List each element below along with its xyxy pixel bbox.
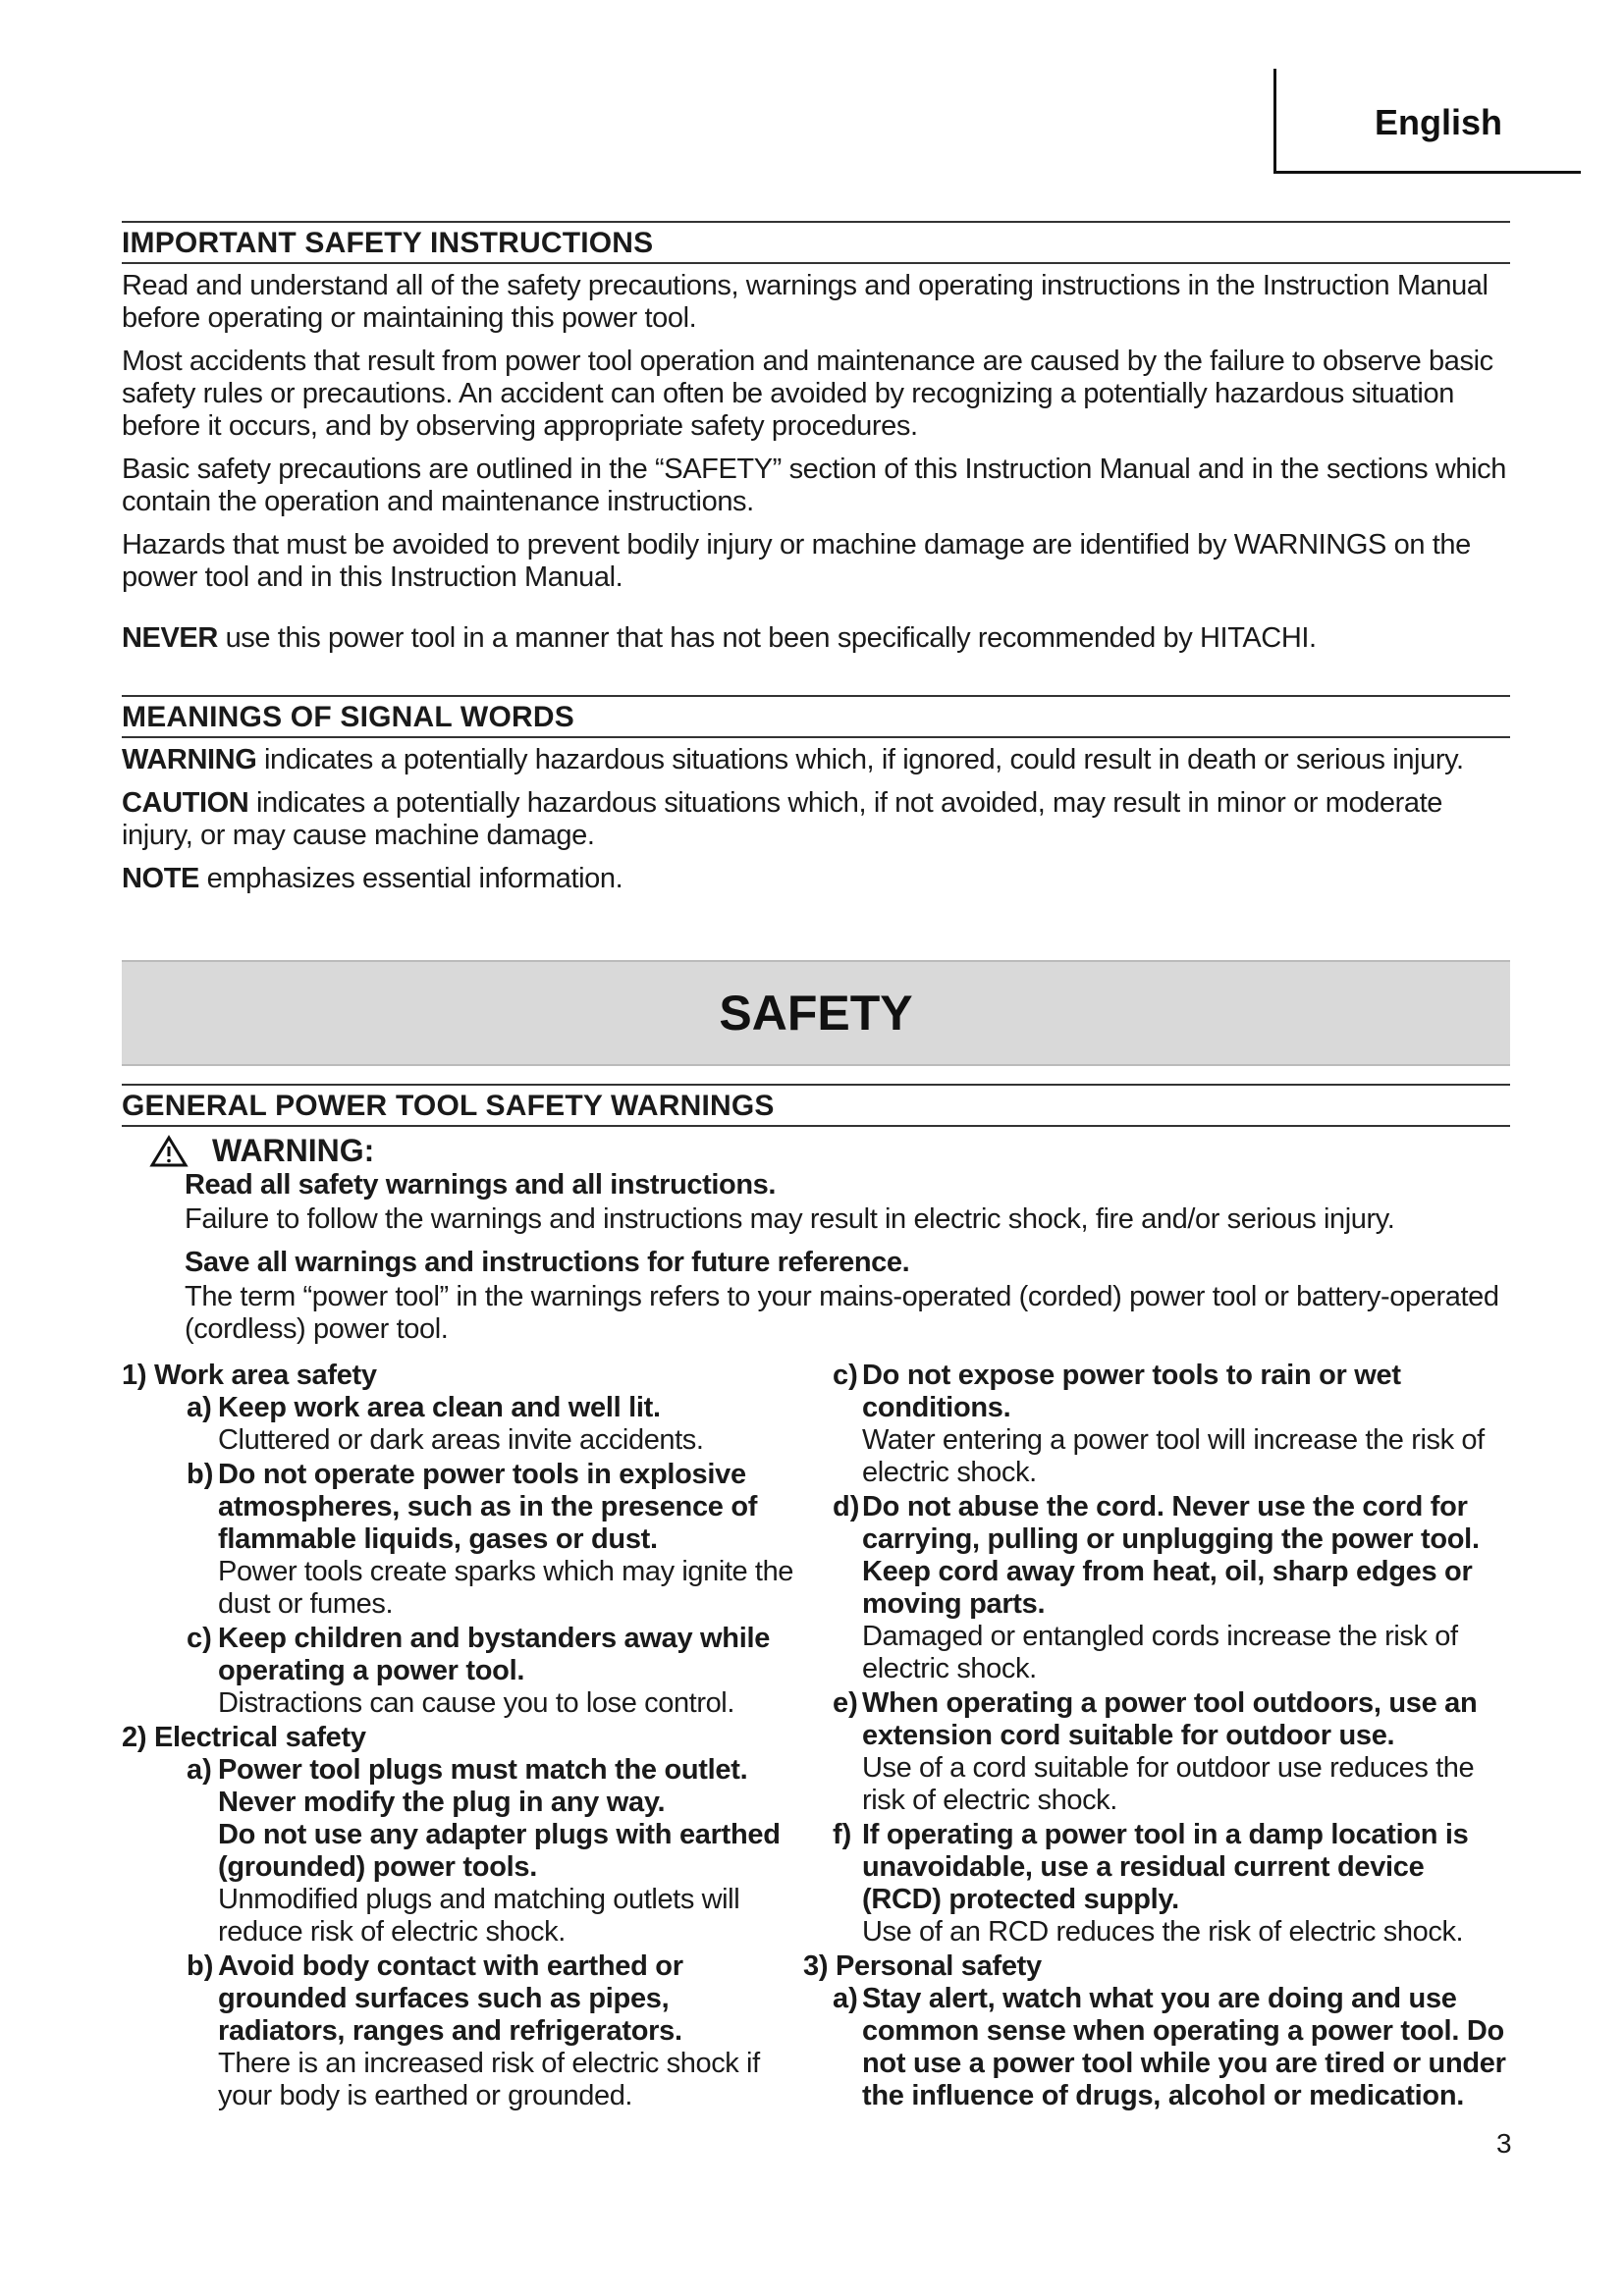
item-bold-text: Never modify the plug in any way. <box>218 1787 666 1818</box>
power-tool-term-text: The term “power tool” in the warnings refers to your mains-operated (corded) power tool or battery-operated (cordless) power tool. <box>185 1281 1499 1345</box>
signal-words-heading: MEANINGS OF SIGNAL WORDS <box>122 695 1510 738</box>
note-word: NOTE <box>122 863 199 894</box>
item-bold-text: Power tool plugs must match the outlet. <box>218 1754 748 1786</box>
warning-triangle-icon <box>149 1135 189 1168</box>
item-bold-text: When operating a power tool outdoors, use an extension cord suitable for outdoor use. <box>862 1687 1478 1751</box>
warning-line <box>149 1133 1510 1169</box>
caution-meaning: indicates a potentially hazardous situations which, if not avoided, may result in minor or moderate injury, or may cause machine damage. <box>122 787 1443 851</box>
list-item <box>833 1983 1510 2112</box>
never-text: use this power tool in a manner that has not been specifically recommended by HITACHI. <box>217 622 1317 654</box>
intro-paragraph-2: Most accidents that result from power tool operation and maintenance are caused by the failure to observe basic safety rules or precautions. An accident can often be avoided by recognizing a potentially hazardous situation before it occurs, and by observing appropriate safety procedures. <box>122 346 1493 442</box>
language-label: English <box>1375 102 1503 142</box>
list-item <box>187 1754 799 1950</box>
important-safety-heading: IMPORTANT SAFETY INSTRUCTIONS <box>122 221 1510 264</box>
item-label: b) <box>187 1459 214 1490</box>
personal-safety-heading: 3) Personal safety <box>803 1950 1042 1982</box>
item-bold-text: Keep children and bystanders away while operating a power tool. <box>218 1623 771 1686</box>
item-label: a) <box>187 1754 212 1786</box>
item-text: There is an increased risk of electric shock if your body is earthed or grounded. <box>218 2048 760 2111</box>
item-label: e) <box>833 1687 858 1719</box>
item-bold-text: Do not operate power tools in explosive atmospheres, such as in the presence of flammable liquids, gases or dust. <box>218 1459 758 1555</box>
item-bold-text: If operating a power tool in a damp location is unavoidable, use a residual current device (RCD) protected supply. <box>862 1819 1469 1915</box>
warning-heading: WARNING: <box>212 1133 375 1168</box>
item-bold-text: Stay alert, watch what you are doing and use common sense when operating a power tool. Do not use a power tool while you are tired or under the influence of drugs, alcohol or medication. <box>862 1983 1506 2111</box>
list-item <box>187 1459 799 1623</box>
item-bold-text: Do not expose power tools to rain or wet conditions. <box>862 1360 1401 1423</box>
electrical-safety-heading: 2) Electrical safety <box>122 1722 366 1753</box>
item-text: Unmodified plugs and matching outlets will reduce risk of electric shock. <box>218 1884 740 1948</box>
intro-paragraph-3: Basic safety precautions are outlined in the “SAFETY” section of this Instruction Manual and in the sections which contain the operation and maintenance instructions. <box>122 454 1506 517</box>
item-bold-text: Avoid body contact with earthed or grounded surfaces such as pipes, radiators, ranges and refrigerators. <box>218 1950 683 2047</box>
item-text: Damaged or entangled cords increase the risk of electric shock. <box>862 1621 1458 1684</box>
item-bold-text: Do not abuse the cord. Never use the cord for carrying, pulling or unplugging the power tool. Keep cord away from heat, oil, sharp edges or moving parts. <box>862 1491 1480 1620</box>
work-area-safety-heading: 1) Work area safety <box>122 1360 377 1391</box>
list-item <box>833 1360 1510 1491</box>
list-item <box>833 1491 1510 1687</box>
intro-paragraph-1: Read and understand all of the safety precautions, warnings and operating instructions in the Instruction Manual before operating or maintaining this power tool. <box>122 270 1489 334</box>
language-tab <box>1273 69 1581 174</box>
never-label: NEVER <box>122 622 218 654</box>
intro-paragraph-4: Hazards that must be avoided to prevent bodily injury or machine damage are identified by WARNINGS on the power tool and in this Instruction Manual. <box>122 529 1471 593</box>
safety-banner <box>122 960 1510 1066</box>
item-bold-text: Keep work area clean and well lit. <box>218 1392 661 1423</box>
item-label: b) <box>187 1950 214 1982</box>
item-text: Water entering a power tool will increase the risk of electric shock. <box>862 1424 1485 1488</box>
never-statement <box>122 622 1510 655</box>
failure-text: Failure to follow the warnings and instructions may result in electric shock, fire and/or serious injury. <box>185 1203 1395 1235</box>
item-label: a) <box>833 1983 858 2014</box>
general-warnings-section <box>122 1084 1510 1357</box>
item-text: Cluttered or dark areas invite accidents. <box>218 1424 704 1456</box>
list-item <box>833 1819 1510 1950</box>
item-text: Use of a cord suitable for outdoor use reduces the risk of electric shock. <box>862 1752 1475 1816</box>
right-column <box>803 1360 1510 2114</box>
item-label: d) <box>833 1491 860 1522</box>
intro-section <box>122 221 1510 906</box>
item-text: Distractions can cause you to lose control. <box>218 1687 735 1719</box>
general-warnings-heading: GENERAL POWER TOOL SAFETY WARNINGS <box>122 1084 1510 1127</box>
page-number: 3 <box>1496 2128 1512 2159</box>
item-label: c) <box>187 1623 212 1654</box>
warning-definition <box>122 744 1510 776</box>
list-item <box>187 1392 799 1459</box>
caution-definition <box>122 787 1510 852</box>
safety-title: SAFETY <box>719 986 913 1041</box>
note-meaning: emphasizes essential information. <box>198 863 623 894</box>
item-label: f) <box>833 1819 852 1850</box>
two-column-body <box>122 1360 1510 2114</box>
note-definition <box>122 863 1510 895</box>
list-item <box>187 1950 799 2114</box>
left-column <box>122 1360 799 2114</box>
item-bold-text: Do not use any adapter plugs with earthed (grounded) power tools. <box>218 1819 781 1883</box>
list-item <box>187 1623 799 1722</box>
read-all-instruction: Read all safety warnings and all instructions. <box>185 1169 777 1201</box>
item-text: Power tools create sparks which may ignite the dust or fumes. <box>218 1556 794 1620</box>
item-text: Use of an RCD reduces the risk of electric shock. <box>862 1916 1464 1948</box>
caution-word: CAUTION <box>122 787 249 819</box>
warning-word: WARNING <box>122 744 257 775</box>
warning-meaning: indicates a potentially hazardous situations which, if ignored, could result in death or serious injury. <box>256 744 1464 775</box>
save-all-instruction: Save all warnings and instructions for future reference. <box>185 1247 910 1278</box>
list-item <box>833 1687 1510 1819</box>
item-label: c) <box>833 1360 858 1391</box>
item-label: a) <box>187 1392 212 1423</box>
